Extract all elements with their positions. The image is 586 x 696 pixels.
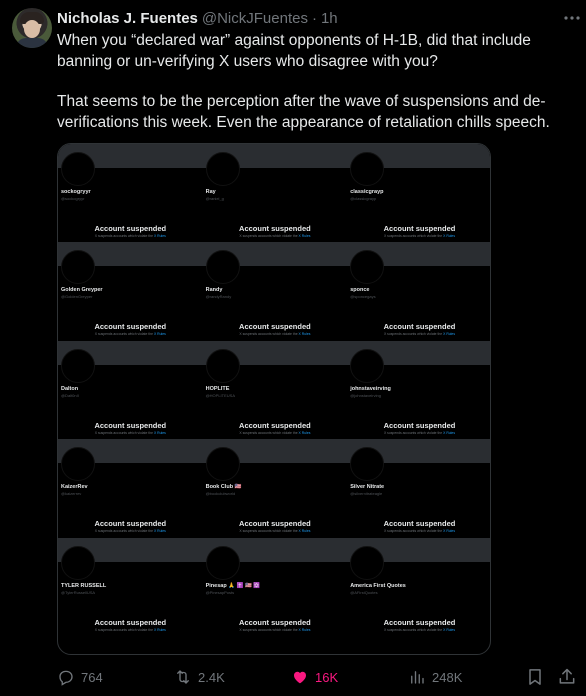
account-suspended-title: Account suspended	[383, 617, 456, 627]
x-rules-link: X Rules	[298, 234, 311, 238]
x-rules-link: X Rules	[153, 529, 166, 534]
account-name: sponce	[350, 287, 370, 294]
suspended-sub-prefix: X suspends accounts which violate the	[383, 234, 444, 238]
profile-picture	[61, 546, 95, 580]
profile-picture	[61, 250, 95, 284]
suspended-account-card	[58, 439, 203, 535]
account-suspended-title: Account suspended	[239, 420, 311, 430]
suspended-sub-prefix: X suspends accounts which violate the	[383, 430, 444, 435]
x-rules-link: X Rules	[298, 430, 311, 435]
views-icon	[408, 668, 426, 686]
bookmark-icon[interactable]	[525, 667, 545, 687]
profile-picture	[61, 349, 95, 383]
profile-picture	[350, 152, 384, 186]
action-bar	[57, 664, 582, 690]
tweet-paragraph-1: When you “declared war” against opponents of H-1B, did that include banning or un-verifying X users who disagree with you?	[57, 32, 531, 70]
suspended-account-card	[347, 439, 491, 535]
suspended-account-card	[58, 144, 203, 240]
account-suspended-subtitle	[347, 234, 491, 238]
profile-picture	[61, 152, 95, 186]
account-handle: @raniel_g	[205, 196, 224, 201]
account-name: Ray	[205, 189, 216, 195]
x-rules-link: X Rules	[153, 234, 166, 238]
account-suspended-title: Account suspended	[383, 224, 456, 233]
account-suspended-title: Account suspended	[383, 519, 456, 529]
account-name: America First Quotes	[350, 582, 406, 589]
profile-picture	[206, 447, 240, 481]
account-name: Silver Nitrate	[350, 484, 385, 491]
suspended-account-card	[203, 242, 348, 338]
profile-picture	[206, 250, 240, 284]
account-suspended-subtitle	[58, 628, 203, 632]
suspended-accounts-grid	[58, 144, 491, 655]
account-handle: @GoldenGreyper	[61, 294, 93, 300]
account-suspended-subtitle	[203, 431, 348, 435]
account-suspended-subtitle	[347, 529, 491, 533]
profile-picture	[206, 152, 240, 186]
profile-picture	[350, 447, 384, 481]
account-name: TYLER RUSSELL	[61, 582, 107, 589]
account-suspended-title: Account suspended	[239, 224, 311, 233]
author-avatar[interactable]	[12, 8, 52, 48]
suspended-sub-prefix: X suspends accounts which violate the	[383, 529, 444, 534]
profile-picture	[350, 250, 384, 284]
author-name[interactable]: Nicholas J. Fuentes	[57, 9, 198, 27]
suspended-sub-prefix: X suspends accounts which violate the	[239, 430, 299, 435]
account-handle: @randyRandy	[205, 294, 232, 300]
x-rules-link: X Rules	[443, 234, 456, 238]
profile-picture	[206, 349, 240, 383]
repost-count: 2.4K	[198, 669, 225, 685]
account-name: Book Club 🇺🇸	[205, 484, 242, 491]
reply-button[interactable]	[57, 664, 103, 690]
account-handle: @bookclubworld	[205, 491, 236, 497]
profile-picture	[350, 546, 384, 580]
x-rules-link: X Rules	[443, 627, 456, 632]
account-suspended-title: Account suspended	[94, 519, 167, 529]
account-handle: @Dalt0nII	[61, 392, 79, 398]
account-suspended-subtitle	[203, 234, 348, 238]
account-suspended-title: Account suspended	[239, 617, 311, 627]
avatar-face	[24, 20, 40, 38]
account-suspended-title: Account suspended	[239, 519, 311, 529]
suspended-sub-prefix: X suspends accounts which violate the	[383, 332, 444, 337]
account-suspended-subtitle	[347, 431, 491, 435]
like-icon	[291, 668, 309, 686]
x-rules-link: X Rules	[153, 332, 166, 337]
account-handle: @johnstaveirving	[350, 392, 381, 398]
suspended-account-card	[58, 242, 203, 338]
tweet-text	[57, 31, 577, 133]
suspended-sub-prefix: X suspends accounts which violate the	[94, 627, 154, 632]
x-rules-link: X Rules	[153, 627, 166, 632]
account-suspended-subtitle	[203, 332, 348, 336]
like-count: 16K	[315, 669, 339, 685]
account-suspended-subtitle	[58, 332, 203, 336]
suspended-account-card	[58, 341, 203, 437]
account-suspended-title: Account suspended	[94, 420, 167, 430]
account-suspended-subtitle	[203, 628, 348, 632]
suspended-account-card	[347, 538, 491, 634]
post-time[interactable]: 1h	[320, 9, 338, 27]
repost-icon	[174, 668, 192, 686]
suspended-sub-prefix: X suspends accounts which violate the	[383, 627, 444, 632]
suspended-account-card	[203, 341, 348, 437]
like-button[interactable]	[291, 664, 338, 690]
account-handle: @silvernitrateagle	[350, 491, 383, 497]
profile-picture	[350, 349, 384, 383]
account-handle: @TylerRussellUSA	[61, 589, 96, 595]
suspended-sub-prefix: X suspends accounts which violate the	[94, 234, 154, 238]
account-name: Pinesap 🙏 ✝️ 🇺🇸 ✡️	[205, 582, 261, 589]
account-name: classicgrayp	[350, 189, 384, 195]
avatar-shirt	[16, 38, 48, 48]
repost-button[interactable]	[174, 664, 225, 690]
account-suspended-title: Account suspended	[94, 617, 167, 627]
post-header	[57, 8, 338, 28]
suspended-account-card	[347, 242, 491, 338]
account-suspended-subtitle	[58, 431, 203, 435]
account-handle: @sockogryyr	[61, 196, 85, 201]
x-rules-link: X Rules	[443, 529, 456, 534]
suspended-sub-prefix: X suspends accounts which violate the	[239, 234, 299, 238]
suspended-sub-prefix: X suspends accounts which violate the	[94, 332, 154, 337]
account-suspended-subtitle	[347, 332, 491, 336]
x-rules-link: X Rules	[298, 529, 311, 534]
account-suspended-title: Account suspended	[94, 322, 167, 332]
suspended-sub-prefix: X suspends accounts which violate the	[239, 627, 299, 632]
suspended-account-card	[203, 538, 348, 634]
x-rules-link: X Rules	[153, 430, 166, 435]
account-name: johnstaveirving	[350, 385, 391, 392]
account-suspended-title: Account suspended	[94, 224, 167, 233]
views-count: 248K	[432, 669, 463, 685]
suspended-account-card	[347, 144, 491, 240]
account-suspended-title: Account suspended	[383, 322, 456, 332]
account-suspended-title: Account suspended	[383, 420, 456, 430]
reply-count: 764	[81, 669, 103, 685]
account-suspended-title: Account suspended	[239, 322, 311, 332]
x-rules-link: X Rules	[298, 627, 311, 632]
suspended-account-card	[203, 439, 348, 535]
account-handle: @PinesapPosts	[205, 589, 235, 595]
account-handle: @HOPLITEUSA	[205, 392, 235, 398]
suspended-sub-prefix: X suspends accounts which violate the	[239, 529, 299, 534]
reply-icon	[57, 668, 75, 686]
author-handle[interactable]: @NickJFuentes	[201, 9, 308, 27]
account-handle: @sponcegays	[350, 294, 376, 300]
account-handle: @classicgrayp	[350, 196, 377, 201]
suspended-account-card	[58, 538, 203, 634]
account-name: Randy	[205, 287, 223, 294]
suspended-sub-prefix: X suspends accounts which violate the	[94, 430, 154, 435]
account-suspended-subtitle	[203, 529, 348, 533]
suspended-account-card	[347, 341, 491, 437]
account-suspended-subtitle	[58, 529, 203, 533]
suspended-account-card	[203, 144, 348, 240]
account-handle: @kaizerrev	[61, 491, 82, 497]
account-name: sockogryyr	[61, 189, 91, 195]
suspended-sub-prefix: X suspends accounts which violate the	[94, 529, 154, 534]
account-handle: @AFirstQuotes	[350, 589, 378, 595]
x-rules-link: X Rules	[443, 430, 456, 435]
views-button[interactable]	[408, 664, 462, 690]
x-rules-link: X Rules	[298, 332, 311, 337]
account-name: HOPLITE	[205, 385, 230, 392]
share-icon[interactable]	[557, 667, 577, 687]
profile-picture	[206, 546, 240, 580]
account-name: Dalton	[61, 385, 79, 392]
media-image[interactable]	[57, 143, 491, 655]
more-icon[interactable]	[562, 10, 582, 26]
tweet-paragraph-2: That seems to be the perception after the wave of suspensions and de-verifications this week. Even the appearance of retaliation chills speech.	[57, 93, 550, 131]
account-name: Golden Greyper	[61, 287, 103, 294]
account-name: KaizerRev	[61, 484, 88, 491]
account-suspended-subtitle	[347, 628, 491, 632]
profile-picture	[61, 447, 95, 481]
x-rules-link: X Rules	[443, 332, 456, 337]
suspended-sub-prefix: X suspends accounts which violate the	[239, 332, 299, 337]
separator-dot: ·	[311, 9, 317, 27]
account-suspended-subtitle	[58, 234, 203, 238]
